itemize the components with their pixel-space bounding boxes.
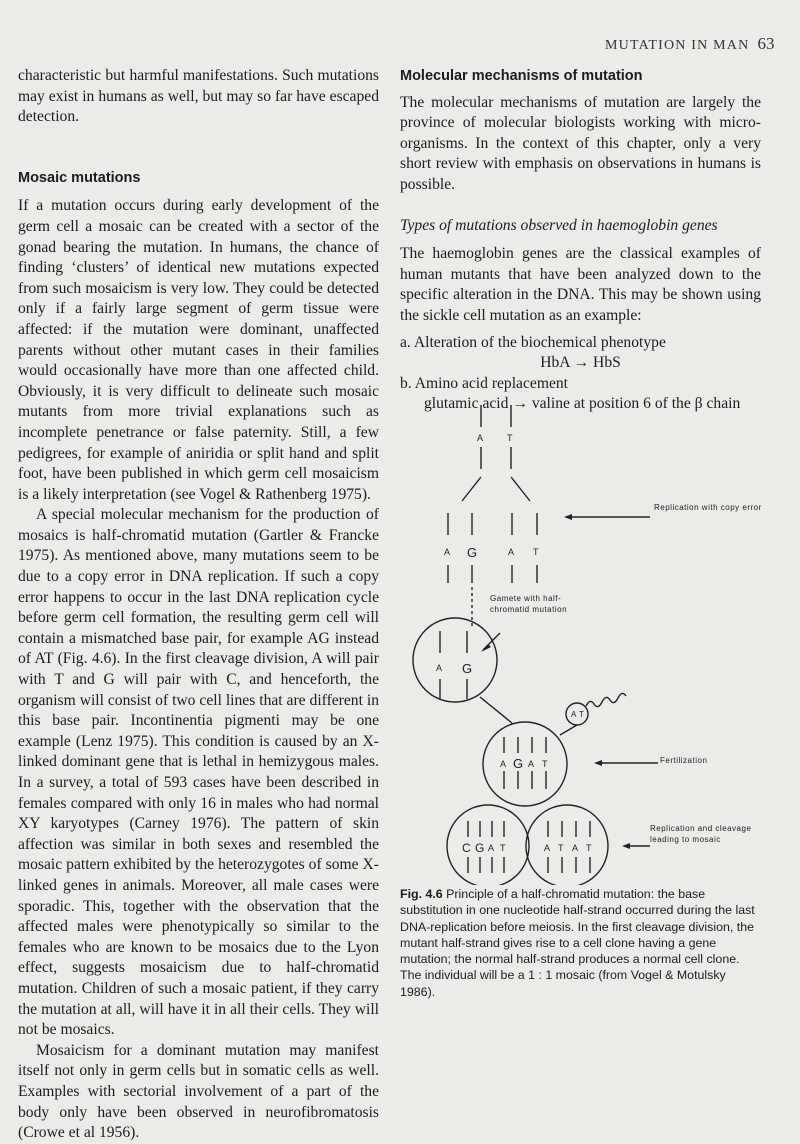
base-gamete-2: G bbox=[462, 661, 473, 676]
base-clone1-1: C bbox=[462, 841, 471, 855]
page-header bbox=[605, 34, 775, 54]
label-gamete: Gamete with half-chromatid mutation bbox=[490, 594, 568, 614]
right-column bbox=[400, 66, 761, 415]
base-split-left-2: G bbox=[467, 545, 478, 560]
base-clone2-1: A bbox=[544, 843, 551, 853]
base-zygote-2: G bbox=[513, 756, 524, 771]
base-sperm-1: A bbox=[571, 710, 577, 719]
base-split-right-2: T bbox=[533, 547, 539, 557]
base-split-right-1: A bbox=[508, 547, 515, 557]
running-title: MUTATION IN MAN bbox=[605, 38, 750, 53]
base-zygote-3: A bbox=[528, 759, 535, 769]
paragraph-1: If a mutation occurs during early development of the germ cell a mosaic can be created with a sector of the gonad bearing the mutation. In humans, the chance of finding ‘clusters’ of identical new mutations expected from such mosaicism is very low. They could be detected only if a fairly large segment of germ tissue were affected: if the mutation were dominant, unaffected parents without other mutant cases in their families would occasionally have more than one affected child. Obviously, it is very difficult to delineate such mosaic mutants from more trivial explanations such as incomplete penetrance or false paternity. Still, a few pedigrees, for example of aniridia or split hand and split foot, have been published in which germ cell mosaicism is a likely interpretation (see Vogel & Rathenberg 1975). bbox=[18, 197, 379, 503]
base-sperm-2: T bbox=[579, 710, 584, 719]
figure-diagram bbox=[400, 395, 762, 885]
formula-b: glutamic acid → valine at position 6 of the β chain bbox=[424, 395, 741, 413]
base-zygote-4: T bbox=[542, 759, 548, 769]
formula-a: HbA → HbS bbox=[540, 354, 621, 372]
page-number: 63 bbox=[757, 34, 775, 53]
label-fertilization: Fertilization bbox=[660, 756, 708, 765]
label-replication: Replication with copy error bbox=[654, 503, 762, 512]
base-clone2-2: T bbox=[558, 843, 564, 853]
base-clone2-3: A bbox=[572, 843, 579, 853]
figure-caption bbox=[400, 886, 762, 1000]
list-item-b: b. Amino acid replacement bbox=[400, 374, 569, 392]
label-cleavage: Replication and cleavage leading to mosaic bbox=[650, 824, 752, 844]
base-clone1-3: A bbox=[488, 843, 495, 853]
base-split-left-1: A bbox=[444, 547, 451, 557]
section-heading-molecular: Molecular mechanisms of mutation bbox=[400, 68, 643, 84]
paragraph-3: Mosaicism for a dominant mutation may manifest itself not only in germ cells but in somatic cells as well. Examples with sectorial involvement of a part of the body only have been observed in neurofibromatosis (Crowe et al 1956). bbox=[18, 1041, 379, 1142]
left-column bbox=[18, 66, 379, 1144]
base-clone1-4: T bbox=[500, 843, 506, 853]
subheading-haemoglobin: Types of mutations observed in haemoglobin genes bbox=[400, 216, 718, 234]
paragraph-2: A special molecular mechanism for the production of mosaics is half-chromatid mutation (Gartler & Francke 1975). As mentioned above, many mutations seem to be due to a copy error in DNA replication. If such a copy error happens to occur in the last DNA replication cycle before germ cell formation, the resulting germ cell will contain a mismatched base pair, for example AG instead of AT (Fig. 4.6). In the first cleavage division, A will pair with T and G will pair with C, and henceforth, the organism will consist of two cell lines that are different in this base pair. Incontinentia pigmenti may be one example (Lenz 1975). This condition is caused by an X-linked dominant gene that is lethal in hemizygous males. In a survey, a total of 593 cases have been described in females compared with only 16 in males who had normal XY karyotypes (Carney 1976). The pattern of skin affection was similar in both sexes and resembled the mosaic pattern exhibited by the heterozygotes of some X-linked genes in animals. Moreover, all male cases were sporadic. This, together with the observation that the affected males were phenotypically so similar to the females who are known to be mosaics due to the Lyon effect, suggests mosaicism due to half-chromatid mutation. Children of such a mosaic patient, if they carry the mutation at all, will have it in all their cells. They will not be mosaics. bbox=[18, 506, 379, 1039]
haemoglobin-paragraph: The haemoglobin genes are the classical examples of human mutants that have been analyzed down to the specific alteration in the DNA. This may be shown using the sickle cell mutation as an example: bbox=[400, 245, 761, 324]
base-clone2-4: T bbox=[586, 843, 592, 853]
section-heading-mosaic: Mosaic mutations bbox=[18, 169, 141, 186]
caption-text: Principle of a half-chromatid mutation: the base substitution in one nucleotide half-strand occurred during the last DNA-replication before meiosis. In the first cleavage division, the mutant half-strand gives rise to a cell clone having a gene mutation; the normal half-strand produces a normal cell clone. The individual will be a 1 : 1 mosaic (from Vogel & Motulsky 1986). bbox=[400, 887, 755, 999]
base-clone1-2: G bbox=[475, 841, 485, 855]
caption-label: Fig. 4.6 bbox=[400, 887, 443, 901]
base-zygote-1: A bbox=[500, 759, 507, 769]
base-gamete-1: A bbox=[436, 663, 443, 673]
intro-paragraph: characteristic but harmful manifestations. Such mutations may exist in humans as well, but may so far have escaped detection. bbox=[18, 67, 379, 126]
molecular-paragraph: The molecular mechanisms of mutation are largely the province of molecular biologists working with micro-organisms. In the context of this chapter, only a very short review with emphasis on observations in humans is possible. bbox=[400, 93, 761, 193]
base-top-2: T bbox=[507, 433, 513, 443]
list-item-a: a. Alteration of the biochemical phenotype bbox=[400, 333, 666, 351]
base-top-1: A bbox=[477, 433, 484, 443]
